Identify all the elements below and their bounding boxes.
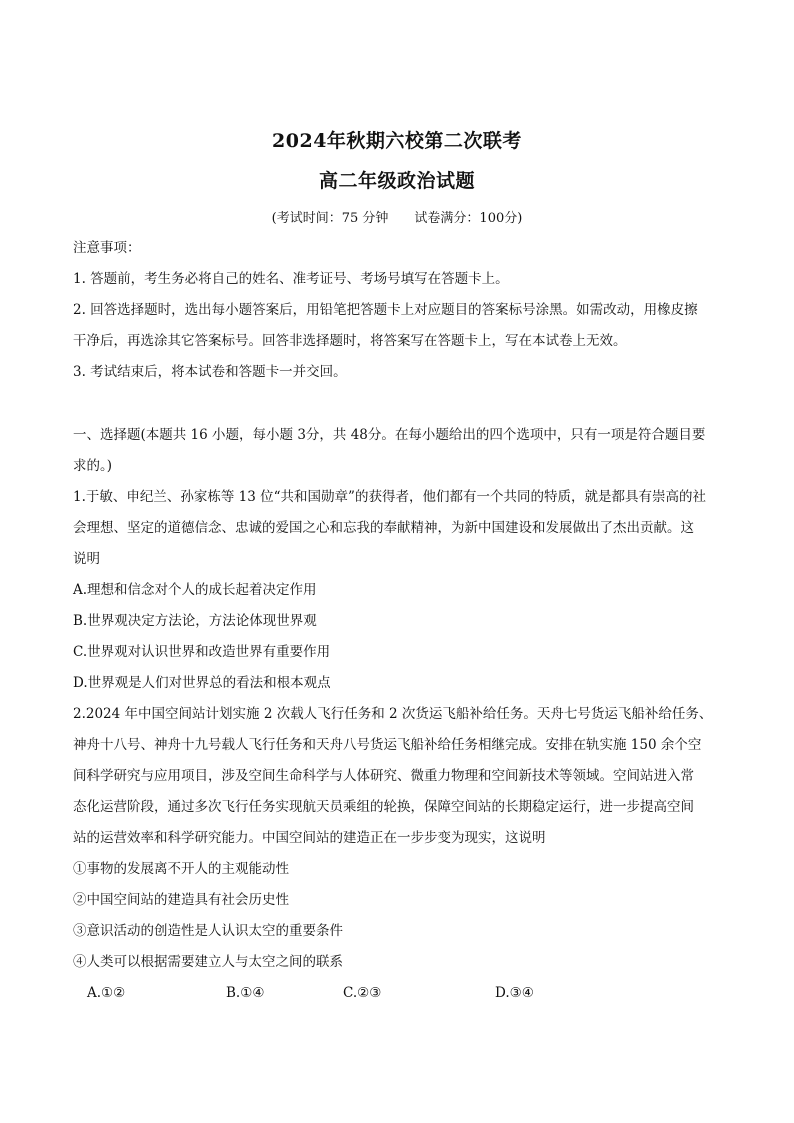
statement-4: ④人类可以根据需要建立人与太空之间的联系: [73, 954, 343, 970]
notes-heading: 注意事项：: [73, 240, 141, 256]
choice-b: B.①④: [226, 985, 265, 1001]
section-heading: 一、选择题(本题共 16 小题，每小题 3分，共 48分。在每小题给出的四个选项中，只有一项是符合题目要: [73, 427, 706, 443]
question-stem-line: 会理想、坚定的道德信念、忠诚的爱国之心和忘我的奉献精神，为新中国建设和发展做出了杰出贡献。这: [73, 520, 694, 536]
question-stem-line: 态化运营阶段，通过多次飞行任务实现航天员乘组的轮换，保障空间站的长期稳定运行，进一步提高空间: [73, 799, 694, 815]
statement-3: ③意识活动的创造性是人认识太空的重要条件: [73, 923, 343, 939]
question-stem-line: 说明: [73, 551, 100, 567]
question-stem-line: 间科学研究与应用项目，涉及空间生命科学与人体研究、微重力物理和空间新技术等领域。空间站进入常: [73, 768, 694, 784]
exam-subtitle: 高二年级政治试题: [318, 170, 475, 192]
choice-d: D.③④: [495, 985, 534, 1001]
statement-2: ②中国空间站的建造具有社会历史性: [73, 892, 289, 908]
option-c: C.世界观对认识世界和改造世界有重要作用: [73, 644, 331, 660]
notes-item: 1. 答题前，考生务必将自己的姓名、准考证号、考场号填写在答题卡上。: [73, 271, 509, 287]
option-d: D.世界观是人们对世界总的看法和根本观点: [73, 675, 331, 691]
exam-title: 2024年秋期六校第二次联考: [272, 130, 522, 152]
section-heading-cont: 求的。): [73, 458, 113, 474]
exam-info: [0, 207, 794, 226]
statement-1: ①事物的发展离不开人的主观能动性: [73, 861, 289, 877]
notes-item: 干净后，再选涂其它答案标号。回答非选择题时，将答案写在答题卡上，写在本试卷上无效。: [73, 333, 627, 349]
notes-item: 2. 回答选择题时，选出每小题答案后，用铅笔把答题卡上对应题目的答案标号涂黑。如需改动，用橡皮擦: [73, 302, 698, 318]
option-b: B.世界观决定方法论，方法论体现世界观: [73, 613, 317, 629]
choice-a: A.①②: [87, 985, 126, 1001]
exam-score: 试卷满分：100分): [414, 211, 523, 226]
question-stem-line: 神舟十八号、神舟十九号载人飞行任务和天舟八号货运飞船补给任务相继完成。安排在轨实施 150 余个空: [73, 737, 702, 753]
choice-c: C.②③: [343, 985, 382, 1001]
choice-row: [73, 978, 725, 1009]
exam-time: (考试时间：75 分钟: [271, 211, 389, 226]
question-stem-line: 站的运营效率和科学研究能力。中国空间站的建造正在一步步变为现实，这说明: [73, 830, 546, 846]
question-2: [73, 699, 725, 1009]
question-stem-line: 2.2024 年中国空间站计划实施 2 次载人飞行任务和 2 次货运飞船补给任务。天舟七号货运飞船补给任务、: [73, 706, 713, 722]
section-choice: [73, 420, 725, 1009]
notes-block: [73, 233, 725, 388]
option-a: A.理想和信念对个人的成长起着决定作用: [73, 582, 317, 598]
notes-item: 3. 考试结束后，将本试卷和答题卡一并交回。: [73, 364, 347, 380]
question-1: [73, 482, 725, 699]
question-stem-line: 1.于敏、申纪兰、孙家栋等 13 位“共和国勋章”的获得者，他们都有一个共同的特质，就是都具有崇高的社: [73, 489, 706, 505]
